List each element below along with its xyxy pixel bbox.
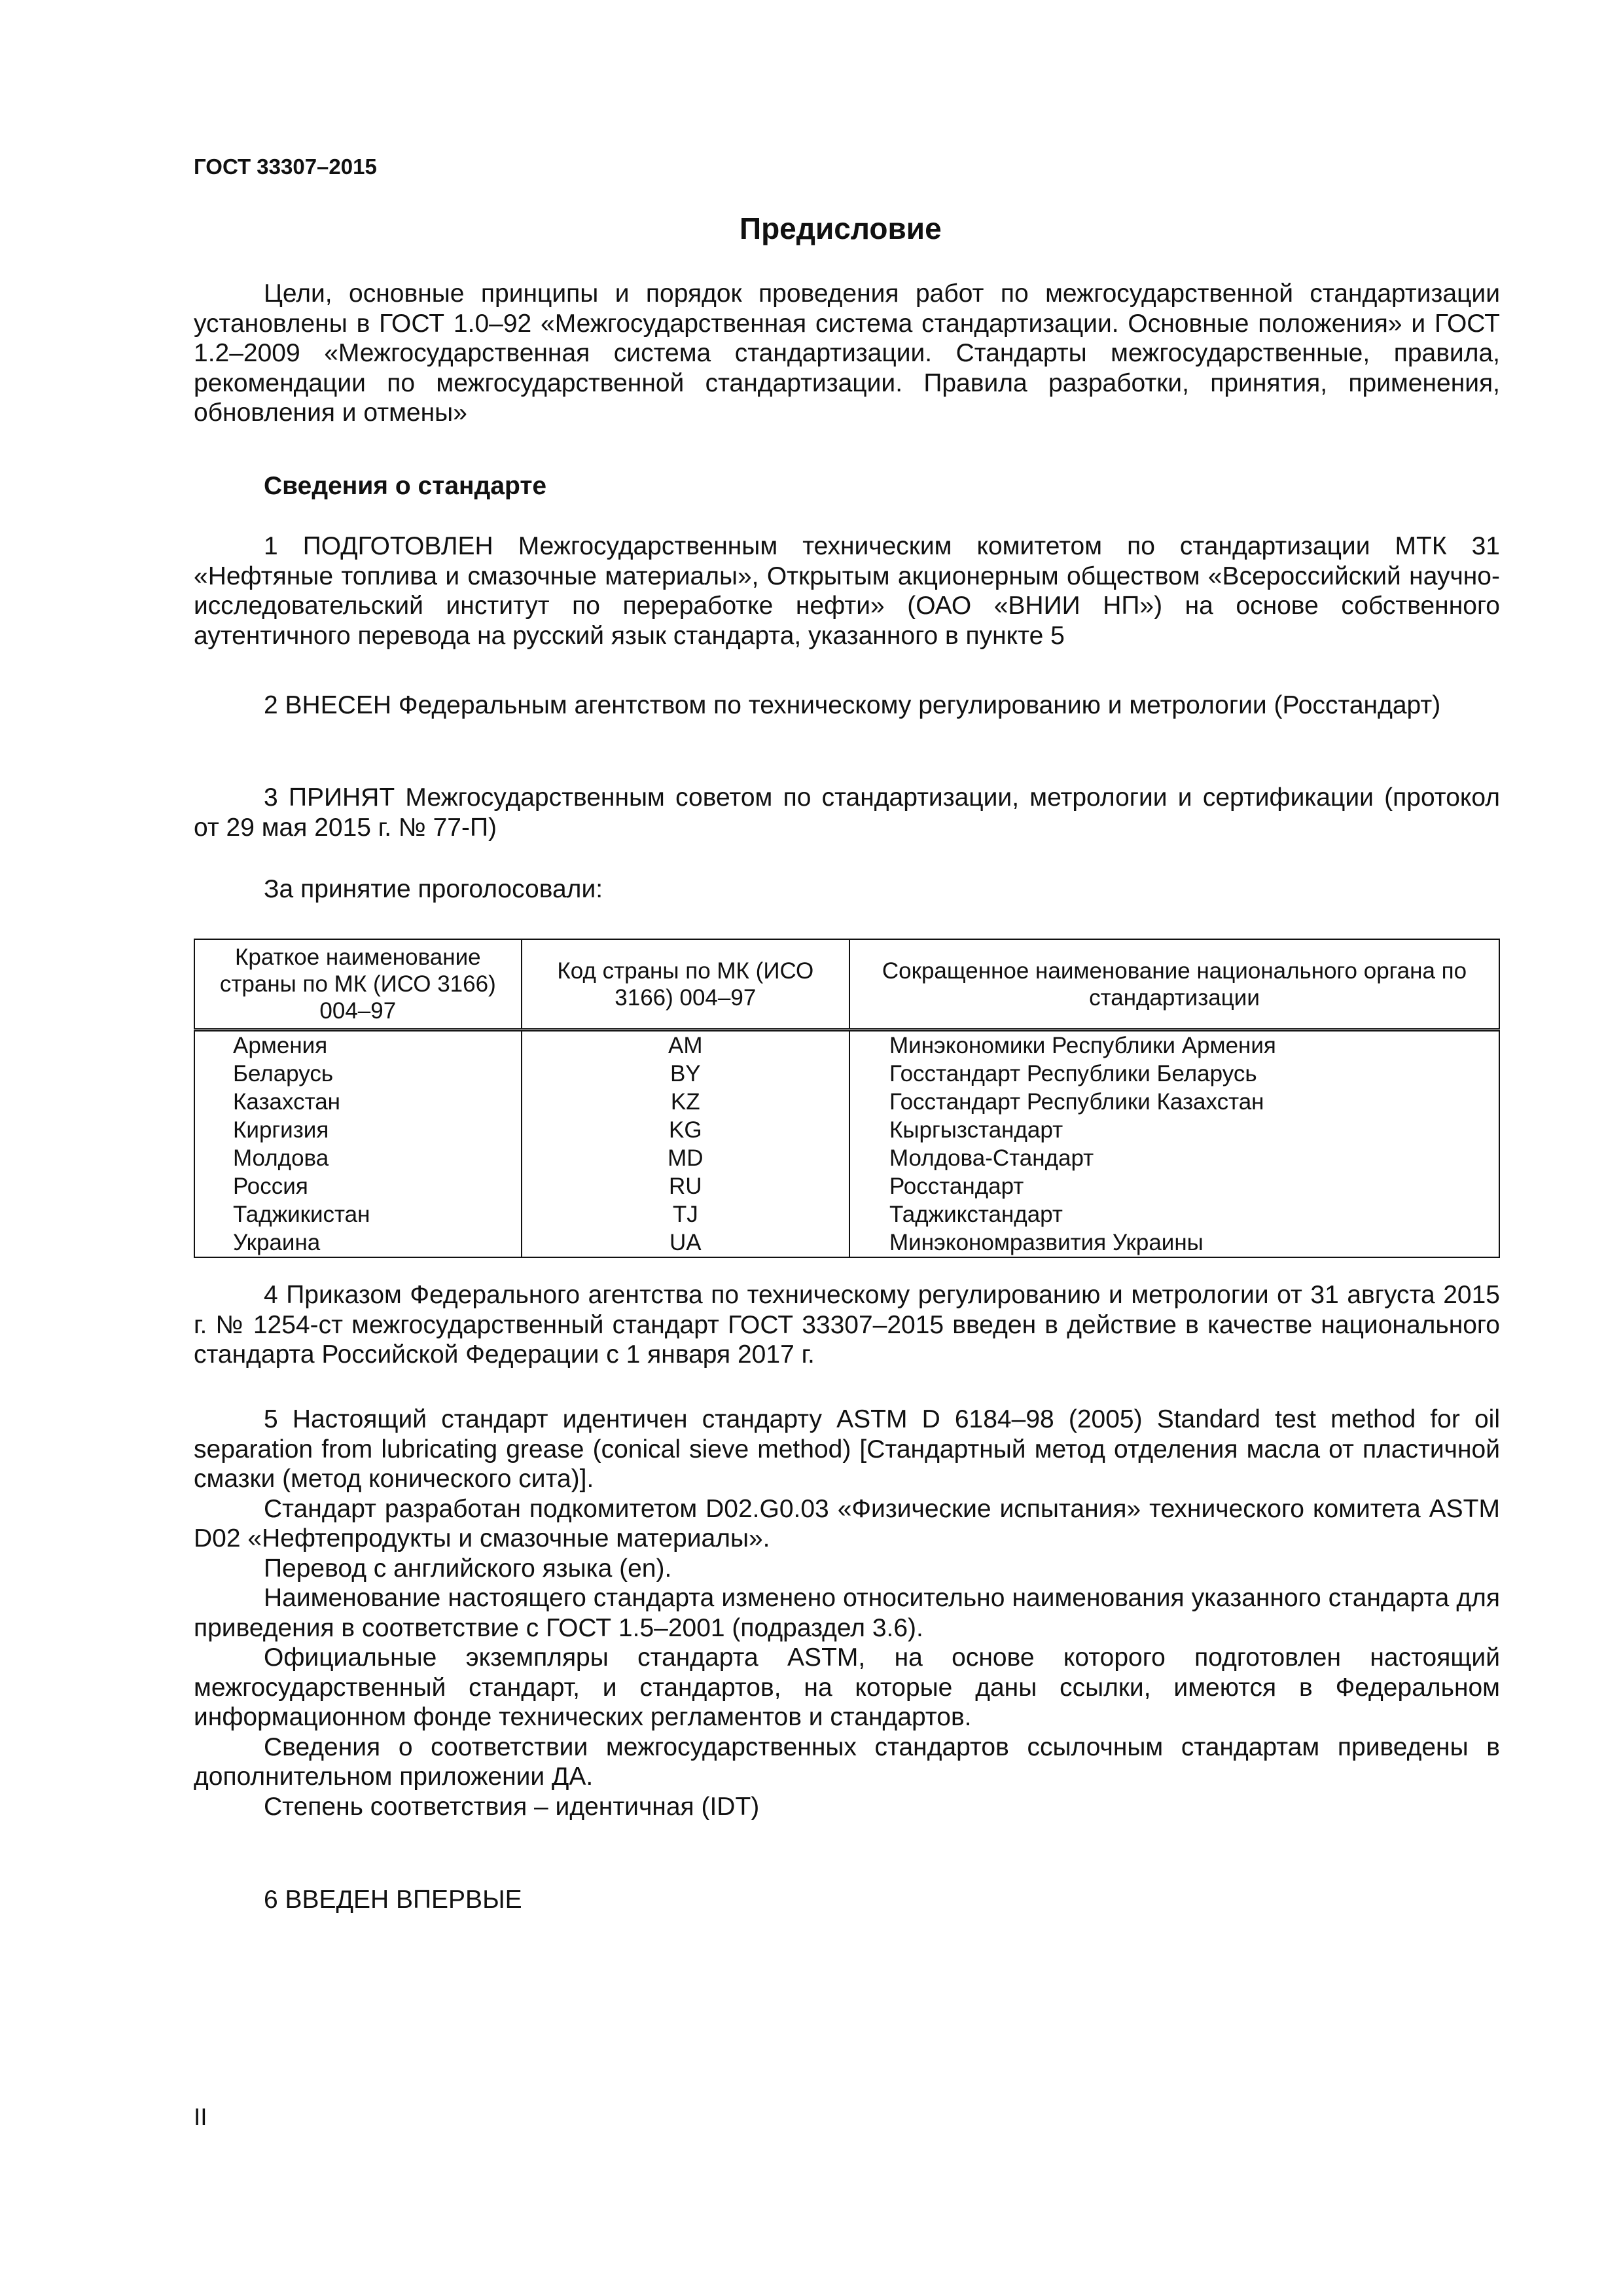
item-4: 4 Приказом Федерального агентства по техническому регулированию и метрологии от 31 августа 2015 г. № 1254-ст межгосударственный стандарт ГОСТ 33307–2015 введен в действие в качестве национального стандарта Российской Федерации с 1 января 2017 г.: [194, 1281, 1500, 1369]
intro-paragraph: Цели, основные принципы и порядок проведения работ по межгосударственной стандартизации установлены в ГОСТ 1.0–92 «Межгосударственная система стандартизации. Основные положения» и ГОСТ 1.2–2009 «Межгосударственная система стандартизации. Стандарты межгосударственные, правила, рекомендации по межгосударственной стандартизации. Правила разработки, принятия, применения, обновления и отмены»: [194, 279, 1500, 427]
org-cell: Госстандарт Республики Беларусь: [849, 1060, 1499, 1088]
item6-block: [194, 1885, 1500, 1915]
page-number: II: [194, 2104, 207, 2130]
voted-label: За принятие проголосовали:: [264, 875, 603, 903]
code-cell: UA: [522, 1229, 849, 1257]
country-cell: Таджикистан: [194, 1200, 522, 1229]
header-country-name: Краткое наименование страны по МК (ИСО 3166) 004–97: [194, 939, 522, 1030]
table-row: [194, 1172, 1499, 1200]
table-header-row: [194, 939, 1499, 1030]
table-row: [194, 1229, 1499, 1257]
item-3: 3 ПРИНЯТ Межгосударственным советом по стандартизации, метрологии и сертификации (протокол от 29 мая 2015 г. № 77-П): [194, 783, 1500, 842]
item-5-correspondence: Сведения о соответствии межгосударственных стандартов ссылочным стандартам приведены в дополнительном приложении ДА.: [194, 1732, 1500, 1791]
item3-block: [194, 783, 1500, 842]
code-cell: RU: [522, 1172, 849, 1200]
item-6: 6 ВВЕДЕН ВПЕРВЫЕ: [264, 1886, 522, 1914]
item-5: 5 Настоящий стандарт идентичен стандарту ASTM D 6184–98 (2005) Standard test method for oil separation from lubricating grease (conical sieve method) [Стандартный метод отделения масла от пластичной смазки (метод конического сита)].: [194, 1405, 1500, 1493]
header-national-body: Сокращенное наименование национального органа по стандартизации: [849, 939, 1499, 1030]
voting-table: [194, 939, 1500, 1258]
org-cell: Кыргызстандарт: [849, 1116, 1499, 1144]
item-5-translation: Перевод с английского языка (en).: [264, 1554, 672, 1583]
section-heading-block: [194, 471, 1500, 501]
item-5-subcommittee: Стандарт разработан подкомитетом D02.G0.03 «Физические испытания» технического комитета ASTM D02 «Нефтепродукты и смазочные материалы».: [194, 1494, 1500, 1552]
country-cell: Молдова: [194, 1144, 522, 1172]
code-cell: KG: [522, 1116, 849, 1144]
country-cell: Киргизия: [194, 1116, 522, 1144]
standard-id-header: ГОСТ 33307–2015: [194, 154, 377, 179]
item-2: 2 ВНЕСЕН Федеральным агентством по техническому регулированию и метрологии (Росстандарт): [264, 691, 1441, 719]
table-row: [194, 1200, 1499, 1229]
item-5-title-change: Наименование настоящего стандарта изменено относительно наименования указанного стандарта для приведения в соответствие с ГОСТ 1.5–2001 (подраздел 3.6).: [194, 1584, 1500, 1642]
item-5-official-copies: Официальные экземпляры стандарта ASTM, на основе которого подготовлен настоящий межгосударственный стандарт, и стандартов, на которые даны ссылки, имеются в Федеральном информационном фонде технических регламентов и стандартов.: [194, 1643, 1500, 1731]
code-cell: MD: [522, 1144, 849, 1172]
code-cell: TJ: [522, 1200, 849, 1229]
org-cell: Молдова-Стандарт: [849, 1144, 1499, 1172]
country-cell: Украина: [194, 1229, 522, 1257]
org-cell: Росстандарт: [849, 1172, 1499, 1200]
item1-block: [194, 531, 1500, 651]
section-heading: Сведения о стандарте: [264, 472, 547, 500]
intro-block: [194, 279, 1500, 428]
org-cell: Минэкономики Республики Армения: [849, 1030, 1499, 1060]
voted-label-block: [194, 874, 1500, 905]
code-cell: AM: [522, 1030, 849, 1060]
table-row: [194, 1088, 1499, 1116]
item-5-degree: Степень соответствия – идентичная (IDT): [264, 1792, 760, 1821]
org-cell: Госстандарт Республики Казахстан: [849, 1088, 1499, 1116]
item4-block: [194, 1280, 1500, 1370]
table-row: [194, 1030, 1499, 1060]
item-1: 1 ПОДГОТОВЛЕН Межгосударственным техническим комитетом по стандартизации МТК 31 «Нефтяные топлива и смазочные материалы», Открытым акционерным обществом «Всероссийский научно-исследовательский институт по переработке нефти» (ОАО «ВНИИ НП») на основе собственного аутентичного перевода на русский язык стандарта, указанного в пункте 5: [194, 532, 1500, 650]
org-cell: Минэкономразвития Украины: [849, 1229, 1499, 1257]
code-cell: KZ: [522, 1088, 849, 1116]
country-cell: Армения: [194, 1030, 522, 1060]
table-row: [194, 1060, 1499, 1088]
table-row: [194, 1116, 1499, 1144]
code-cell: BY: [522, 1060, 849, 1088]
country-cell: Россия: [194, 1172, 522, 1200]
table-row: [194, 1144, 1499, 1172]
country-cell: Казахстан: [194, 1088, 522, 1116]
header-country-code: Код страны по МК (ИСО 3166) 004–97: [522, 939, 849, 1030]
item5-block: [194, 1405, 1500, 1821]
page-title-text: Предисловие: [740, 211, 942, 245]
country-cell: Беларусь: [194, 1060, 522, 1088]
org-cell: Таджикстандарт: [849, 1200, 1499, 1229]
item2-block: [194, 691, 1500, 721]
